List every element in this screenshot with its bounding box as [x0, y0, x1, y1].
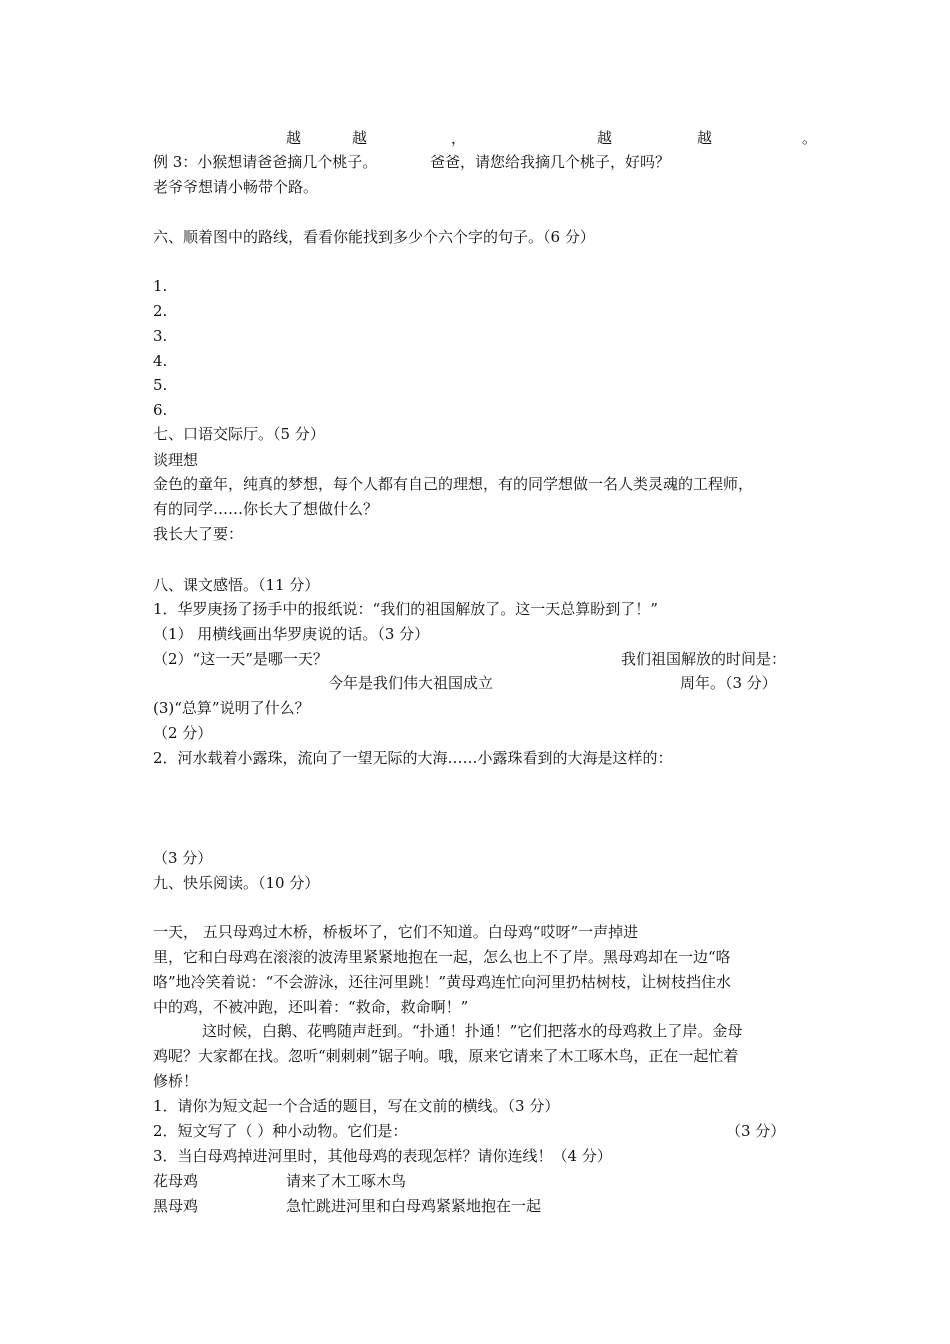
passage-line: 里，它和白母鸡在滚滚的波涛里紧紧地抱在一起，怎么也上不了岸。黑母鸡却在一边“咯 — [153, 948, 731, 966]
match-left-item: 花母鸡 — [153, 1172, 199, 1190]
fill-char-yue-3: 越 — [597, 129, 613, 147]
section9-q2: 2．短文写了（ ）种小动物。它们是： — [153, 1122, 408, 1140]
section6-item-5: 5. — [153, 376, 168, 394]
section8-q1: 1．华罗庚扬了扬手中的报纸说：“我们的祖国解放了。这一天总算盼到了！” — [153, 600, 658, 618]
section8-title: 八、课文感悟。（11 分） — [153, 576, 320, 594]
fill-char-yue-2: 越 — [352, 129, 368, 147]
passage-line: 一天， 五只母鸡过木桥，桥板坏了，它们不知道。白母鸡“哎呀”一声掉进 — [153, 923, 639, 941]
section9-title: 九、快乐阅读。（10 分） — [153, 874, 320, 892]
section7-line-1: 金色的童年，纯真的梦想，每个人都有自己的理想，有的同学想做一名人类灵魂的工程师， — [153, 475, 754, 493]
example3-prefix: 例 3：小猴想请爸爸摘几个桃子。 — [153, 153, 378, 171]
section6-item-6: 6. — [153, 401, 168, 419]
section6-item-1: 1. — [153, 277, 168, 295]
match-right-item: 请来了木工啄木鸟 — [286, 1172, 407, 1190]
passage-line: 修桥！ — [153, 1072, 199, 1090]
section7-title: 七、口语交际厅。（5 分） — [153, 425, 325, 443]
section8-q1-2-date-prompt: 我们祖国解放的时间是： — [621, 650, 787, 668]
section8-q1-2-question: （2）“这一天”是哪一天？ — [153, 650, 328, 668]
section7-topic: 谈理想 — [153, 451, 199, 469]
passage-line: 中的鸡，不被冲跑，还叫着：“救命，救命啊！” — [153, 998, 469, 1016]
section8-q2: 2．河水载着小露珠，流向了一望无际的大海……小露珠看到的大海是这样的： — [153, 749, 673, 767]
section9-q3: 3．当白母鸡掉进河里时，其他母鸡的表现怎样？请你连线！（4 分） — [153, 1147, 612, 1165]
fill-period: 。 — [802, 129, 818, 147]
passage-line: 鸡呢？大家都在找。忽听“刺刺刺”锯子响。哦，原来它请来了木工啄木鸟，正在一起忙着 — [153, 1047, 739, 1065]
match-right-item: 急忙跳进河里和白母鸡紧紧地抱在一起 — [286, 1197, 542, 1215]
fill-comma: ， — [451, 129, 467, 147]
section8-q1-3-score: （2 分） — [153, 724, 213, 742]
example3-answer: 爸爸，请您给我摘几个桃子，好吗？ — [430, 153, 671, 171]
section6-item-3: 3. — [153, 327, 168, 345]
section8-q2-score: （3 分） — [153, 849, 213, 867]
section9-q1: 1．请你为短文起一个合适的题目，写在文前的横线。（3 分） — [153, 1097, 560, 1115]
section8-q1-2-anniversary: 今年是我们伟大祖国成立 — [328, 674, 494, 692]
section8-q1-3: (3)“总算”说明了什么？ — [153, 699, 310, 717]
section8-q1-1: （1） 用横线画出华罗庚说的话。（3 分） — [153, 625, 430, 643]
fill-char-yue-1: 越 — [286, 129, 302, 147]
section7-line-2: 有的同学……你长大了想做什么？ — [153, 500, 379, 518]
match-left-item: 黑母鸡 — [153, 1197, 199, 1215]
example3-task: 老爷爷想请小畅带个路。 — [153, 178, 319, 196]
section6-item-2: 2. — [153, 302, 168, 320]
passage-line: 咯”地冷笑着说：“不会游泳，还往河里跳！”黄母鸡连忙向河里扔枯树枝，让树枝挡住水 — [153, 973, 732, 991]
fill-char-yue-4: 越 — [697, 129, 713, 147]
section8-q1-2-score: 周年。（3 分） — [680, 674, 777, 692]
passage-line: 这时候，白鹅、花鸭随声赶到。“扑通！扑通！”它们把落水的母鸡救上了岸。金母 — [202, 1022, 743, 1040]
section6-item-4: 4. — [153, 352, 168, 370]
section9-q2-score: （3 分） — [726, 1122, 786, 1140]
section7-answer-prompt: 我长大了要： — [153, 525, 244, 543]
section6-title: 六、顺着图中的路线，看看你能找到多少个六个字的句子。（6 分） — [153, 228, 595, 246]
